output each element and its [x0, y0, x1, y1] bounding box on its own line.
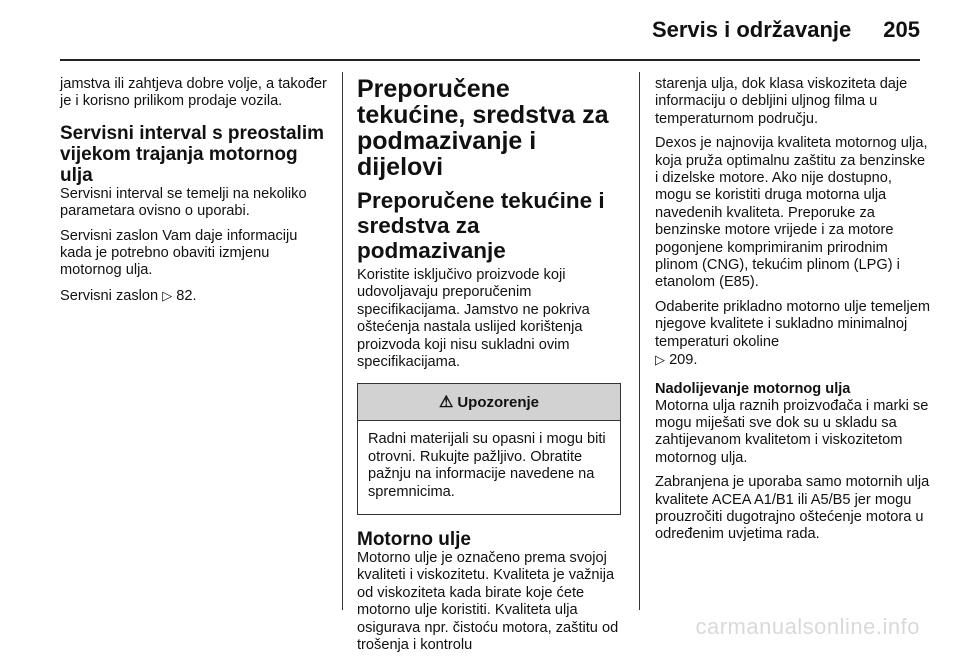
paragraph: Koristite isključivo proizvode koji udovoljavaju preporučenim specifikacijama. Jamstvo ne pokriva oštećenja nastala uslijed korištenja proizvoda koji nisu sukladni ovim specifikacijama. [357, 267, 590, 371]
paragraph: Servisni interval se temelji na nekoliko parametara ovisno o uporabi. [60, 185, 307, 220]
heading-oil-topup: Nadolijevanje motornog ulja [655, 380, 851, 397]
column-1 [60, 76, 330, 312]
warning-triangle-icon: ⚠ [438, 394, 454, 412]
page-reference-arrow-icon: ▷ [655, 352, 665, 368]
heading-main: Preporučene tekućine, sredstva za podmazivanje i dijelovi [357, 75, 609, 181]
paragraph-service-display-ref [60, 287, 330, 305]
paragraph: starenja ulja, dok klasa viskoziteta daje informaciju o debljini uljnog filma u temperaturnom području. [655, 76, 908, 127]
paragraph: Zabranjena je uporaba samo motornih ulja kvalitete ACEA A1/B1 ili A5/B5 jer mogu prouzročiti dugotrajno oštećenje motora u određenim uvjetima rada. [655, 474, 930, 543]
ref-text: Servisni zaslon [60, 287, 159, 304]
warning-body [358, 421, 620, 514]
paragraph: Motorna ulja raznih proizvođača i marki se mogu miješati sve dok su u skladu sa zahtijevanom kvalitetom i viskozitetom motornog ulja. [655, 397, 929, 466]
page-reference-link[interactable]: 82. [176, 287, 197, 304]
paragraph: Dexos je najnovija kvaliteta motornog ulja, koja pruža optimalnu zaštitu za benzinske i dizelske motore. Ako nije dostupno, mogu se koristiti druga motorna ulja navedenih kvaliteta. Preporuke za benzinske motore vrijede i za motore pogonjene komprimiranim prirodnim plinom (CNG), tekućim plinom (LPG) i etanolom (E85). [655, 135, 928, 291]
page-reference-link[interactable]: 209. [669, 352, 698, 369]
heading-service-interval: Servisni interval s preostalim vijekom trajanja motornog ulja [60, 122, 325, 186]
column-divider-2 [639, 72, 640, 610]
paragraph: Motorno ulje je označeno prema svojoj kvaliteti i viskozitetu. Kvaliteta je važnija od viskoziteta kada birate koje ćete motorno ulje koristiti. Kvaliteta ulja osigurava npr. čistoću motora, zaštitu od trošenja i kontrolu [357, 550, 619, 654]
warning-header [358, 384, 620, 421]
heading-engine-oil: Motorno ulje [357, 529, 471, 551]
ref-text: Odaberite prikladno motorno ulje temeljem njegove kvalitete i sukladno minimalnoj temperaturi okoline [655, 298, 930, 350]
warning-text: Radni materijali su opasni i mogu biti otrovni. Rukujte pažljivo. Obratite pažnju na informacije navedene na spremnicima. [368, 431, 606, 500]
watermark: carmanualsonline.info [695, 614, 920, 639]
warning-box [357, 383, 621, 515]
warning-title: Upozorenje [457, 393, 540, 411]
heading-sub: Preporučene tekućine i sredstva za podmazivanje [357, 188, 605, 263]
page-number: 205 [883, 17, 920, 42]
paragraph: Servisni zaslon Vam daje informaciju kada je potrebno obaviti izmjenu motornog ulja. [60, 227, 298, 279]
header-rule [60, 59, 920, 61]
paragraph-temp-ref [655, 299, 930, 370]
page-header [60, 12, 920, 48]
column-divider-1 [342, 72, 343, 610]
paragraph: jamstva ili zahtjeva dobre volje, a također je i korisno prilikom prodaje vozila. [60, 76, 327, 110]
section-title: Servis i održavanje [651, 17, 852, 42]
page-reference-arrow-icon: ▷ [162, 287, 173, 303]
column-2 [357, 76, 625, 662]
column-3 [655, 76, 930, 551]
